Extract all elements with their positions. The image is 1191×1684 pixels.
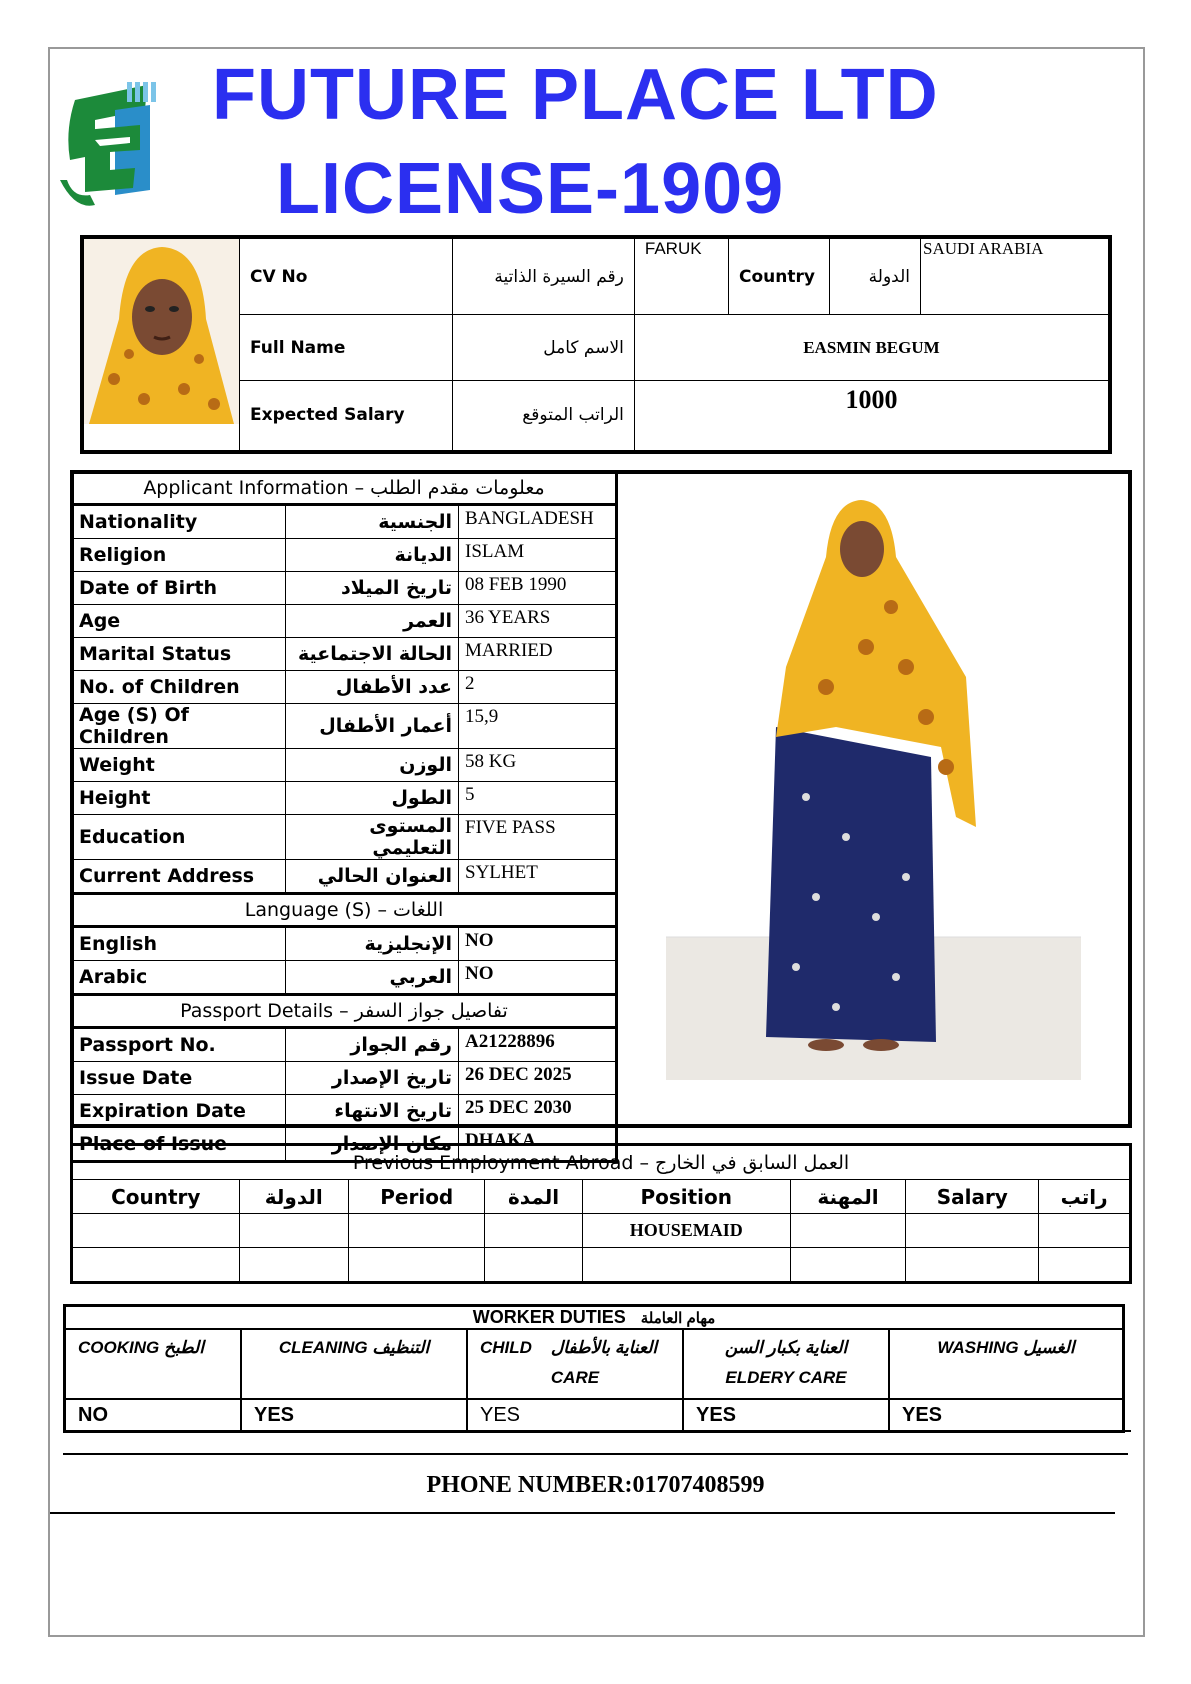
cv-no-label: CV No xyxy=(240,237,453,315)
cv-no-label-ar: رقم السيرة الذاتية xyxy=(452,237,634,315)
duty-label: WASHING xyxy=(937,1338,1019,1357)
duty-cooking xyxy=(65,1329,242,1399)
salary-label: Expected Salary xyxy=(240,380,453,452)
table-row xyxy=(72,638,617,671)
employment-header-row xyxy=(72,1180,1131,1214)
col-header: Period xyxy=(349,1180,485,1214)
row-value: NO xyxy=(459,961,617,995)
row-value: 58 KG xyxy=(459,749,617,782)
table-row xyxy=(72,505,617,539)
row-label: Date of Birth xyxy=(72,572,286,605)
row-value: ISLAM xyxy=(459,539,617,572)
col-header: Country xyxy=(72,1180,240,1214)
col-header: المهنة xyxy=(790,1180,905,1214)
row-label-ar: المستوى التعليمي xyxy=(286,815,459,860)
row-value: 26 DEC 2025 xyxy=(459,1062,617,1095)
row-value: 25 DEC 2030 xyxy=(459,1095,617,1128)
full-name-value: EASMIN BEGUM xyxy=(634,315,1110,381)
table-cell xyxy=(72,1248,240,1283)
table-row xyxy=(72,539,617,572)
table-cell xyxy=(582,1248,790,1283)
table-cell xyxy=(239,1248,348,1283)
col-header: راتب xyxy=(1039,1180,1131,1214)
table-row xyxy=(72,961,617,995)
row-label-ar: الإنجليزية xyxy=(286,927,459,961)
row-label: Education xyxy=(72,815,286,860)
duty-value: YES xyxy=(889,1399,1124,1432)
duty-label-ar: الطبخ xyxy=(163,1338,204,1357)
table-row xyxy=(72,782,617,815)
row-label-ar: الجنسية xyxy=(286,505,459,539)
row-value: 5 xyxy=(459,782,617,815)
duties-table xyxy=(63,1304,1125,1433)
table-row xyxy=(72,860,617,894)
row-label-ar: العمر xyxy=(286,605,459,638)
table-row xyxy=(72,704,617,749)
duty-label: CLEANING xyxy=(278,1338,368,1357)
row-label-ar: عدد الأطفال xyxy=(286,671,459,704)
duty-value: YES xyxy=(683,1399,889,1432)
position-value: HOUSEMAID xyxy=(582,1214,790,1248)
license-title: LICENSE-1909 xyxy=(276,149,785,229)
table-cell xyxy=(1039,1248,1131,1283)
divider xyxy=(63,1430,1131,1432)
applicant-heading: Applicant Information – معلومات مقدم الطلب xyxy=(72,472,617,505)
row-value: DHAKA xyxy=(459,1128,617,1162)
duty-label-ar: العناية بكبار السن xyxy=(724,1338,848,1357)
row-label: Religion xyxy=(72,539,286,572)
passport-heading: Passport Details – تفاصيل جواز السفر xyxy=(72,995,617,1028)
row-value: FIVE PASS xyxy=(459,815,617,860)
duty-label-2: CARE xyxy=(550,1368,600,1387)
duty-label: ELDERY CARE xyxy=(725,1368,847,1387)
language-heading: Language (S) – اللغات xyxy=(72,894,617,927)
company-title: FUTURE PLACE LTD xyxy=(212,55,939,135)
table-cell xyxy=(485,1248,582,1283)
table-row xyxy=(72,1062,617,1095)
duty-value: NO xyxy=(65,1399,242,1432)
row-value: SYLHET xyxy=(459,860,617,894)
row-value: 36 YEARS xyxy=(459,605,617,638)
table-cell xyxy=(790,1248,905,1283)
table-cell xyxy=(239,1214,348,1248)
row-label-ar: الحالة الاجتماعية xyxy=(286,638,459,671)
passport-photo xyxy=(84,239,239,424)
employment-table xyxy=(70,1143,1132,1284)
table-cell xyxy=(485,1214,582,1248)
col-header: المدة xyxy=(485,1180,582,1214)
salary-label-ar: الراتب المتوقع xyxy=(452,380,634,452)
row-label: Issue Date xyxy=(72,1062,286,1095)
country-value: SAUDI ARABIA xyxy=(921,237,1111,315)
table-row xyxy=(72,572,617,605)
table-row xyxy=(72,927,617,961)
row-label: Nationality xyxy=(72,505,286,539)
table-row xyxy=(72,815,617,860)
row-value: A21228896 xyxy=(459,1028,617,1062)
row-label: Weight xyxy=(72,749,286,782)
row-label: Height xyxy=(72,782,286,815)
row-value: NO xyxy=(459,927,617,961)
row-label: No. of Children xyxy=(72,671,286,704)
row-label: Age (S) Of Children xyxy=(72,704,286,749)
table-cell xyxy=(790,1214,905,1248)
table-row xyxy=(72,749,617,782)
duty-washing xyxy=(889,1329,1124,1399)
duty-cleaning xyxy=(241,1329,467,1399)
row-label-ar: الديانة xyxy=(286,539,459,572)
country-label: Country xyxy=(729,237,830,315)
row-value: 15,9 xyxy=(459,704,617,749)
company-logo-icon xyxy=(55,80,165,215)
table-cell xyxy=(906,1214,1039,1248)
row-label: Marital Status xyxy=(72,638,286,671)
row-label-ar: العنوان الحالي xyxy=(286,860,459,894)
row-label-ar: الطول xyxy=(286,782,459,815)
row-label-ar: تاريخ الإصدار xyxy=(286,1062,459,1095)
table-row xyxy=(72,1248,1131,1283)
passport-photo-cell xyxy=(82,237,240,452)
table-row xyxy=(72,671,617,704)
country-label-ar: الدولة xyxy=(830,237,921,315)
table-row xyxy=(72,605,617,638)
duties-heading xyxy=(65,1306,1124,1330)
row-label: Arabic xyxy=(72,961,286,995)
table-cell xyxy=(906,1248,1039,1283)
table-row xyxy=(72,1095,617,1128)
table-cell xyxy=(349,1248,485,1283)
duty-label-ar: العناية بالأطفال xyxy=(550,1338,658,1357)
duty-eldery-care xyxy=(683,1329,889,1399)
duty-value: YES xyxy=(467,1399,683,1432)
applicant-table xyxy=(70,470,618,1163)
table-cell xyxy=(349,1214,485,1248)
divider xyxy=(50,1512,1115,1514)
cv-no-value: FARUK xyxy=(634,237,728,315)
row-label: English xyxy=(72,927,286,961)
row-label: Passport No. xyxy=(72,1028,286,1062)
table-cell xyxy=(1039,1214,1131,1248)
summary-table xyxy=(80,235,1112,454)
row-value: BANGLADESH xyxy=(459,505,617,539)
duty-label: COOKING xyxy=(78,1338,160,1357)
divider xyxy=(63,1453,1128,1455)
row-label-ar: الوزن xyxy=(286,749,459,782)
row-label: Current Address xyxy=(72,860,286,894)
duty-label-ar: الغسيل xyxy=(1023,1338,1075,1357)
col-header: Salary xyxy=(906,1180,1039,1214)
col-header: Position xyxy=(582,1180,790,1214)
salary-value: 1000 xyxy=(634,380,1110,452)
row-value: MARRIED xyxy=(459,638,617,671)
duties-title-ar: مهام العاملة xyxy=(640,1310,716,1327)
duty-value: YES xyxy=(241,1399,467,1432)
table-row xyxy=(72,1028,617,1062)
row-value: 2 xyxy=(459,671,617,704)
row-label-ar: رقم الجواز xyxy=(286,1028,459,1062)
duty-label: CHILD xyxy=(480,1338,532,1357)
col-header: الدولة xyxy=(239,1180,348,1214)
full-name-label: Full Name xyxy=(240,315,453,381)
row-label-ar: العربي xyxy=(286,961,459,995)
row-label-ar: تاريخ الميلاد xyxy=(286,572,459,605)
table-row xyxy=(72,1214,1131,1248)
phone-number: PHONE NUMBER:01707408599 xyxy=(426,1472,765,1498)
row-label-ar: مكان الإصدار xyxy=(286,1128,459,1162)
row-label-ar: تاريخ الانتهاء xyxy=(286,1095,459,1128)
table-cell xyxy=(72,1214,240,1248)
row-label-ar: أعمار الأطفال xyxy=(286,704,459,749)
duty-child-care xyxy=(467,1329,683,1399)
row-value: 08 FEB 1990 xyxy=(459,572,617,605)
row-label: Place of Issue xyxy=(72,1128,286,1162)
row-label: Age xyxy=(72,605,286,638)
employment-heading: Previous Employment Abroad – العمل السابق في الخارج xyxy=(72,1145,1131,1180)
row-label: Expiration Date xyxy=(72,1095,286,1128)
full-body-photo xyxy=(666,497,1081,1080)
full-name-label-ar: الاسم كامل xyxy=(452,315,634,381)
duties-title: WORKER DUTIES xyxy=(472,1307,626,1327)
duty-label-ar: التنظيف xyxy=(372,1338,430,1357)
